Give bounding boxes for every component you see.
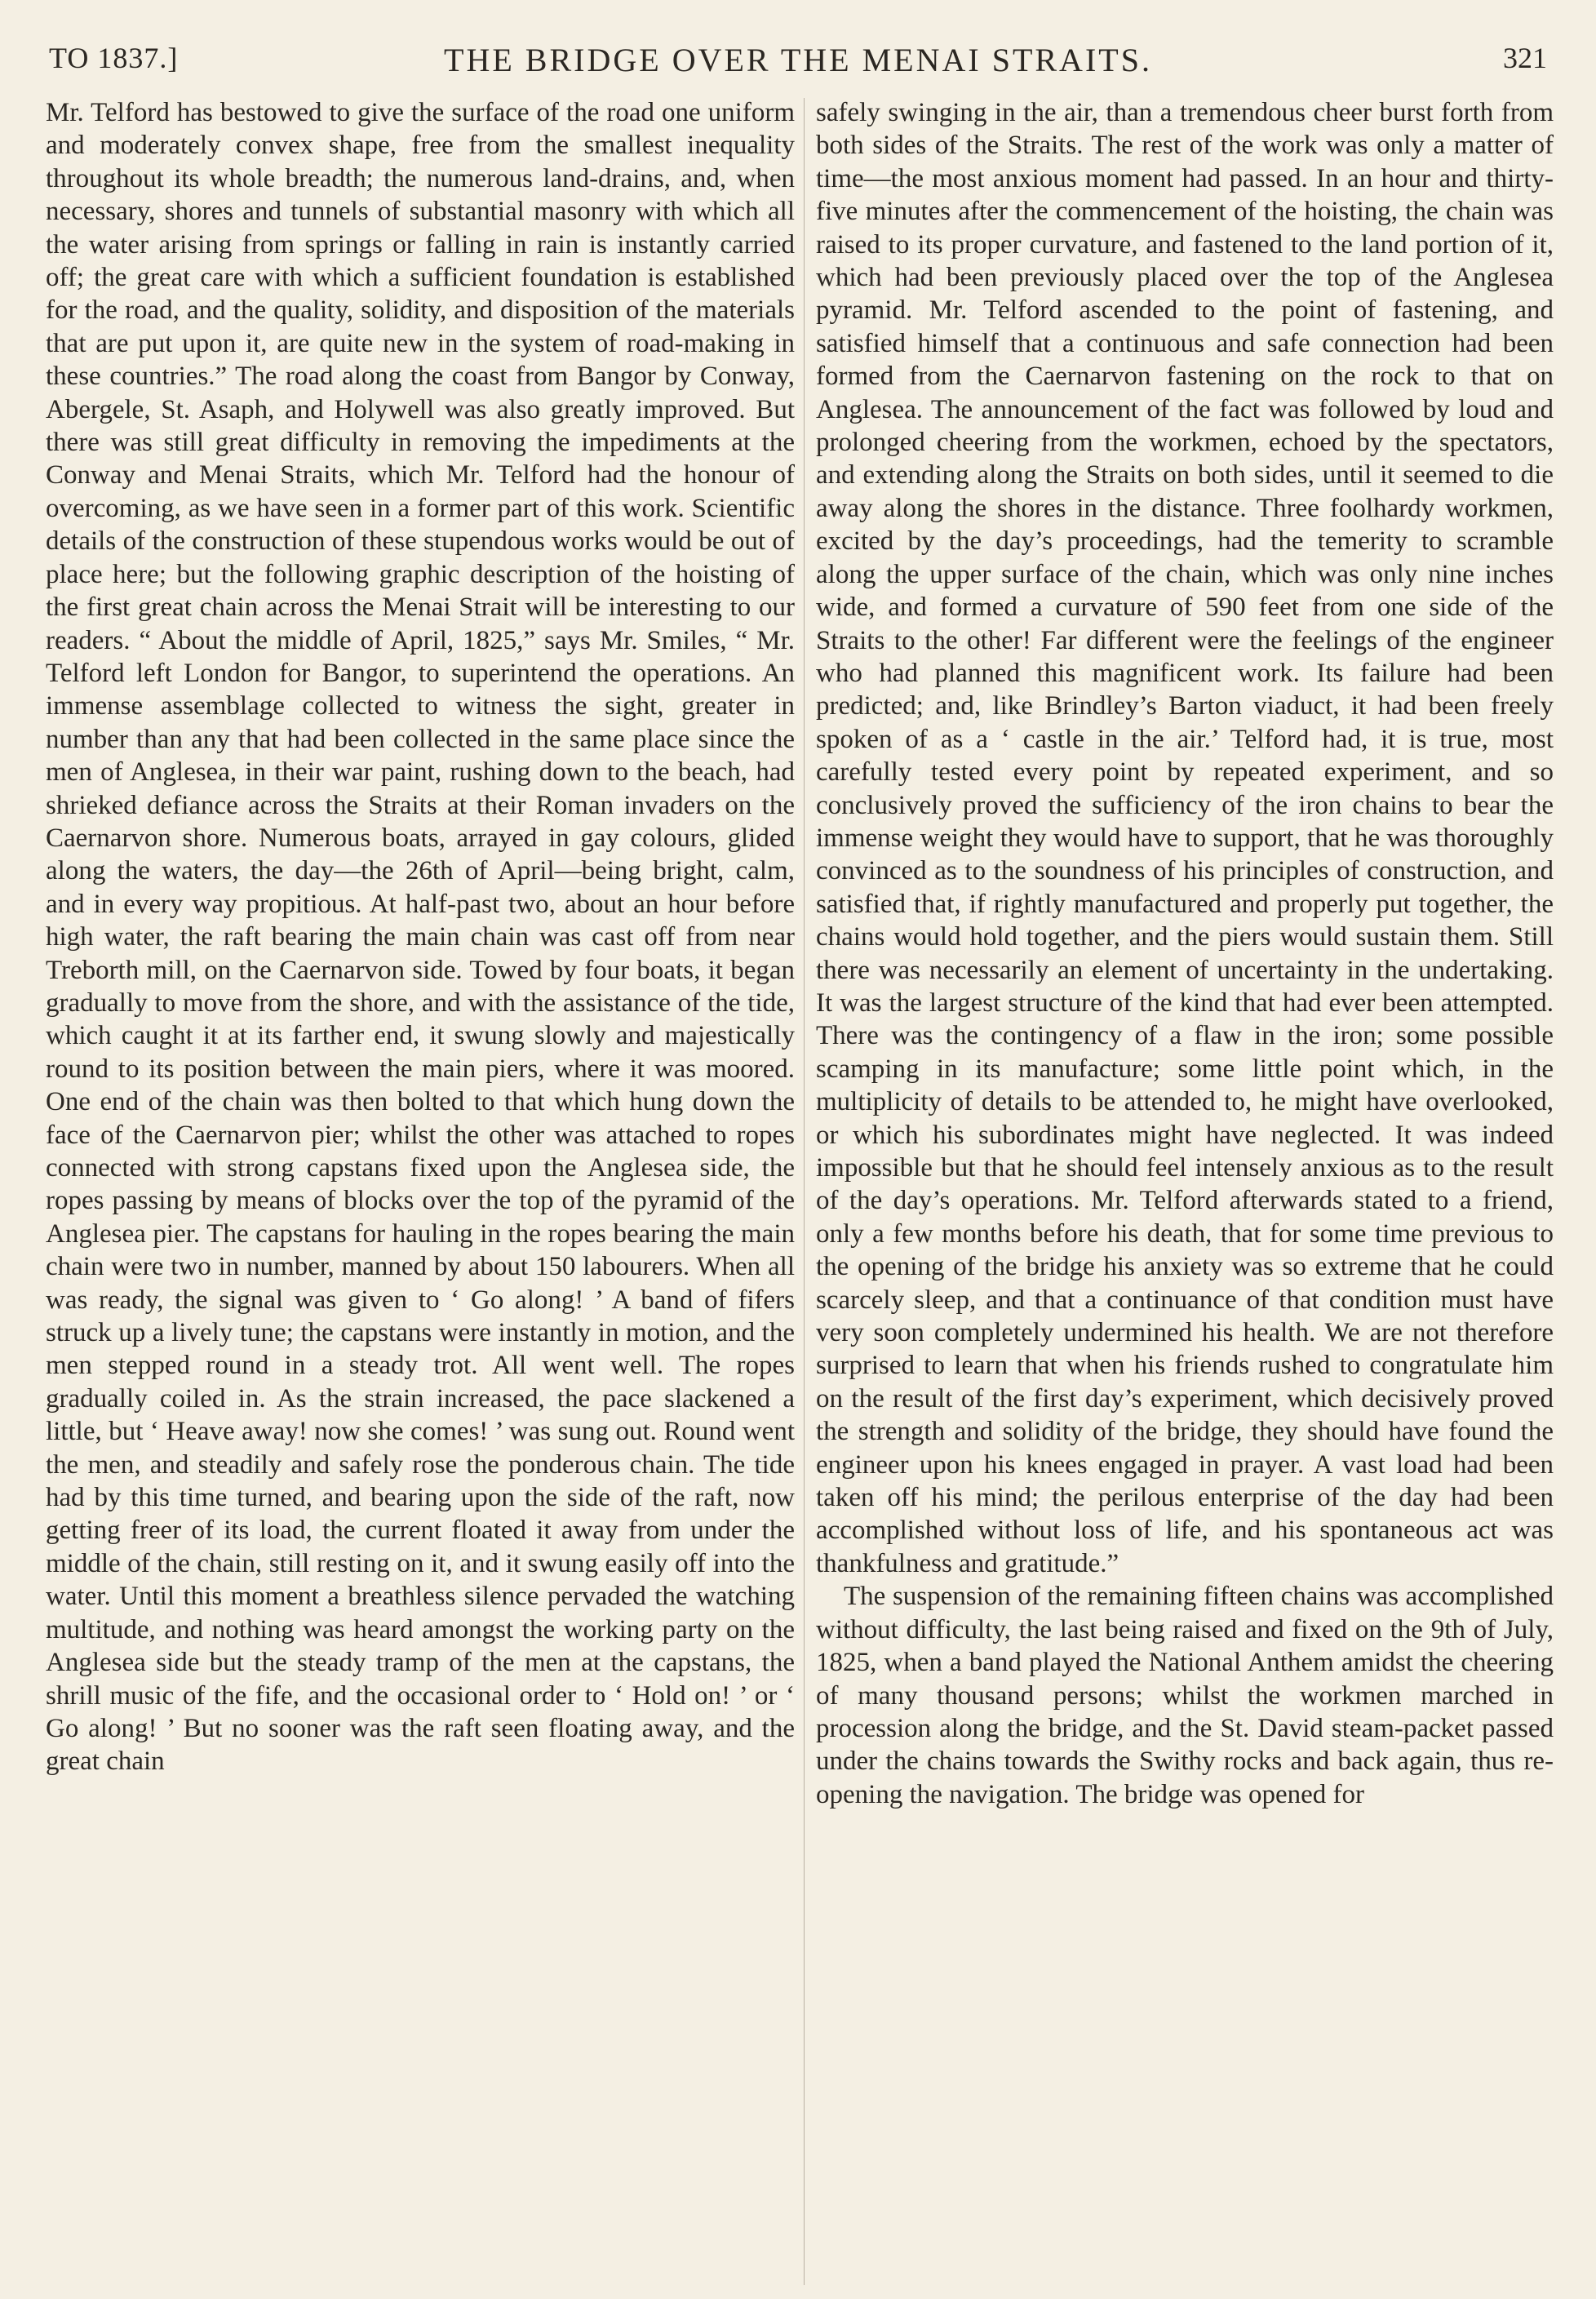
left-column — [46, 96, 795, 2283]
column-divider — [804, 98, 805, 2285]
running-header — [49, 41, 1547, 90]
page-number: 321 — [1503, 42, 1547, 74]
paragraph: The suspension of the remaining fifteen chains was accomplished without difficulty, the last being raised and fixed on the 9th of July, 1825, when a band played the National Anthem amidst the cheering of many thousand persons; whilst the workmen marched in procession along the bridge, and the St. David steam-packet passed under the chains towards the Swithy rocks and back again, thus re-opening the navigation. The bridge was opened for — [816, 1582, 1554, 1809]
paragraph: safely swinging in the air, than a tremendous cheer burst forth from both sides of the Straits. The rest of the work was only a matter of time—the most anxious moment had passed. In an hour and thirty-five minutes after the commencement of the hoisting, the chain was raised to its proper curvature, and fastened to the land portion of it, which had been previously placed over the top of the Anglesea pyramid. Mr. Telford ascended to the point of fastening, and satisfied himself that a continuous and safe connection had been formed from the Caernarvon fastening on the rock to that on Anglesea. The announcement of the fact was followed by loud and prolonged cheering from the workmen, echoed by the spectators, and extending along the Straits on both sides, until it seemed to die away along the shores in the distance. Three foolhardy workmen, excited by the day’s proceedings, had the temerity to scramble along the upper surface of the chain, which was only nine inches wide, and formed a curvature of 590 feet from one side of the Straits to the other! Far different were the feelings of the engineer who had planned this magnificent work. Its failure had been predicted; and, like Brindley’s Barton viaduct, it had been freely spoken of as a ‘ castle in the air.’ Telford had, it is true, most carefully tested every point by repeated experiment, and so conclusively proved the sufficiency of the iron chains to bear the immense weight they would have to support, that he was thoroughly convinced as to the soundness of his principles of construction, and satisfied that, if rightly manufactured and properly put together, the chains would hold together, and the piers would sustain them. Still there was necessarily an element of uncertainty in the undertaking. It was the largest structure of the kind that had ever been attempted. There was the contingency of a flaw in the iron; some possible scamping in its manufacture; some little point which, in the multiplicity of details to be attended to, he might have overlooked, or which his subordinates might have neglected. It was indeed impossible but that he should feel intensely anxious as to the result of the day’s operations. Mr. Telford afterwards stated to a friend, only a few months before his death, that for some time previous to the opening of the bridge his anxiety was so extreme that he could scarcely sleep, and that a continuance of that condition must have very soon completely undermined his health. We are not therefore surprised to learn that when his friends rushed to congratulate him on the result of the first day’s experiment, which decisively proved the strength and solidity of the bridge, they should have found the engineer upon his knees engaged in prayer. A vast load had been taken off his mind; the perilous enterprise of the day had been accomplished without loss of life, and his spontaneous act was thankfulness and gratitude.” — [816, 98, 1554, 1578]
header-date-range: TO 1837.] — [49, 42, 179, 74]
header-title: THE BRIDGE OVER THE MENAI STRAITS. — [444, 42, 1152, 78]
right-column — [816, 96, 1554, 2283]
paragraph: Mr. Telford has bestowed to give the surface of the road one uniform and moderately convex shape, free from the smallest inequality throughout its whole breadth; the numerous land-drains, and, when necessary, shores and tunnels of substantial masonry with which all the water arising from springs or falling in rain is instantly carried off; the great care with which a sufficient foundation is established for the road, and the quality, solidity, and disposition of the materials that are put upon it, are quite new in the system of road-making in these countries.” The road along the coast from Bangor by Conway, Abergele, St. Asaph, and Holywell was also greatly improved. But there was still great difficulty in removing the impediments at the Conway and Menai Straits, which Mr. Telford had the honour of overcoming, as we have seen in a former part of this work. Scientific details of the construction of these stupendous works would be out of place here; but the following graphic description of the hoisting of the first great chain across the Menai Strait will be interesting to our readers. “ About the middle of April, 1825,” says Mr. Smiles, “ Mr. Telford left London for Bangor, to superintend the operations. An immense assemblage collected to witness the sight, greater in number than any that had been collected in the same place since the men of Anglesea, in their war paint, rushing down to the beach, had shrieked defiance across the Straits at their Roman invaders on the Caernarvon shore. Numerous boats, arrayed in gay colours, glided along the waters, the day—the 26th of April—being bright, calm, and in every way propitious. At half-past two, about an hour before high water, the raft bearing the main chain was cast off from near Treborth mill, on the Caernarvon side. Towed by four boats, it began gradually to move from the shore, and with the assistance of the tide, which caught it at its farther end, it swung slowly and majestically round to its position between the main piers, where it was moored. One end of the chain was then bolted to that which hung down the face of the Caernarvon pier; whilst the other was attached to ropes connected with strong capstans fixed upon the Anglesea side, the ropes passing by means of blocks over the top of the pyramid of the Anglesea pier. The capstans for hauling in the ropes bearing the main chain were two in number, manned by about 150 labourers. When all was ready, the signal was given to ‘ Go along! ’ A band of fifers struck up a lively tune; the capstans were instantly in motion, and the men stepped round in a steady trot. All went well. The ropes gradually coiled in. As the strain increased, the pace slackened a little, but ‘ Heave away! now she comes! ’ was sung out. Round went the men, and steadily and safely rose the ponderous chain. The tide had by this time turned, and bearing upon the side of the raft, now getting freer of its load, the current floated it away from under the middle of the chain, still resting on it, and it swung easily off into the water. Until this moment a breathless silence pervaded the watching multitude, and nothing was heard amongst the working party on the Anglesea side but the steady tramp of the men at the capstans, the shrill music of the fife, and the occasional order to ‘ Hold on! ’ or ‘ Go along! ’ But no sooner was the raft seen floating away, and the great chain — [46, 98, 795, 1777]
